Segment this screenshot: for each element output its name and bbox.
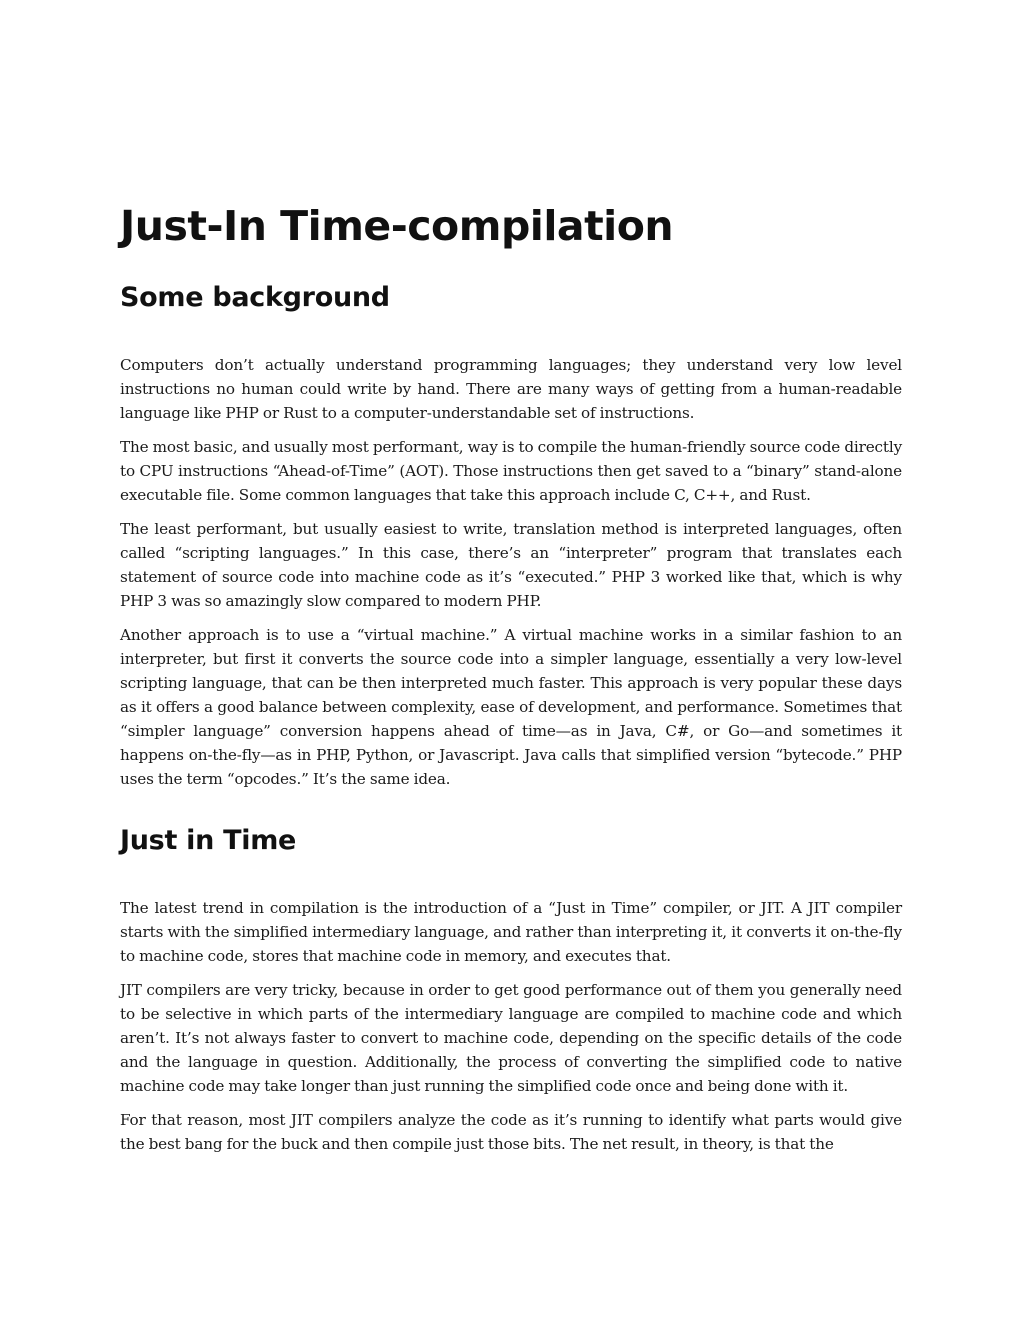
- paragraph: For that reason, most JIT compilers analyze the code as it’s running to identify what parts would give the best bang for the buck and then compile just those bits. The net result, in theory, is that the: [120, 1111, 902, 1153]
- paragraph: Computers don’t actually understand programming languages; they understand very low level instructions no human could write by hand. There are many ways of getting from a human-readable language like PHP or Rust to a computer-understandable set of instructions.: [120, 356, 902, 422]
- paragraph: The least performant, but usually easiest to write, translation method is interpreted languages, often called “scripting languages.” In this case, there’s an “interpreter” program that translates each statement of source code into machine code as it’s “executed.” PHP 3 worked like that, which is why PHP 3 was so amazingly slow compared to modern PHP.: [120, 520, 902, 610]
- section-heading-some-background: Some background: [120, 282, 390, 313]
- document-page: [120, 198, 902, 1166]
- section-body-some-background: [120, 353, 902, 791]
- chapter-title: Just-In Time-compilation: [120, 202, 674, 250]
- paragraph: The most basic, and usually most performant, way is to compile the human-friendly source code directly to CPU instructions “Ahead-of-Time” (AOT). Those instructions then get saved to a “binary” stand-alone executable file. Some common languages that take this approach include C, C++, and Rust.: [120, 438, 902, 504]
- section-heading-just-in-time: Just in Time: [120, 825, 297, 856]
- section-body-just-in-time: [120, 896, 902, 1156]
- paragraph: Another approach is to use a “virtual machine.” A virtual machine works in a similar fashion to an interpreter, but first it converts the source code into a simpler language, essentially a very low-level scripting language, that can be then interpreted much faster. This approach is very popular these days as it offers a good balance between complexity, ease of development, and performance. Sometimes that “simpler language” conversion happens ahead of time—as in Java, C#, or Go—and sometimes it happens on-the-fly—as in PHP, Python, or Javascript. Java calls that simplified version “bytecode.” PHP uses the term “opcodes.” It’s the same idea.: [120, 626, 902, 788]
- paragraph: JIT compilers are very tricky, because in order to get good performance out of them you generally need to be selective in which parts of the intermediary language are compiled to machine code and which aren’t. It’s not always faster to convert to machine code, depending on the specific details of the code and the language in question. Additionally, the process of converting the simplified code to native machine code may take longer than just running the simplified code once and being done with it.: [120, 981, 902, 1095]
- paragraph: The latest trend in compilation is the introduction of a “Just in Time” compiler, or JIT. A JIT compiler starts with the simplified intermediary language, and rather than interpreting it, it converts it on-the-fly to machine code, stores that machine code in memory, and executes that.: [120, 899, 902, 965]
